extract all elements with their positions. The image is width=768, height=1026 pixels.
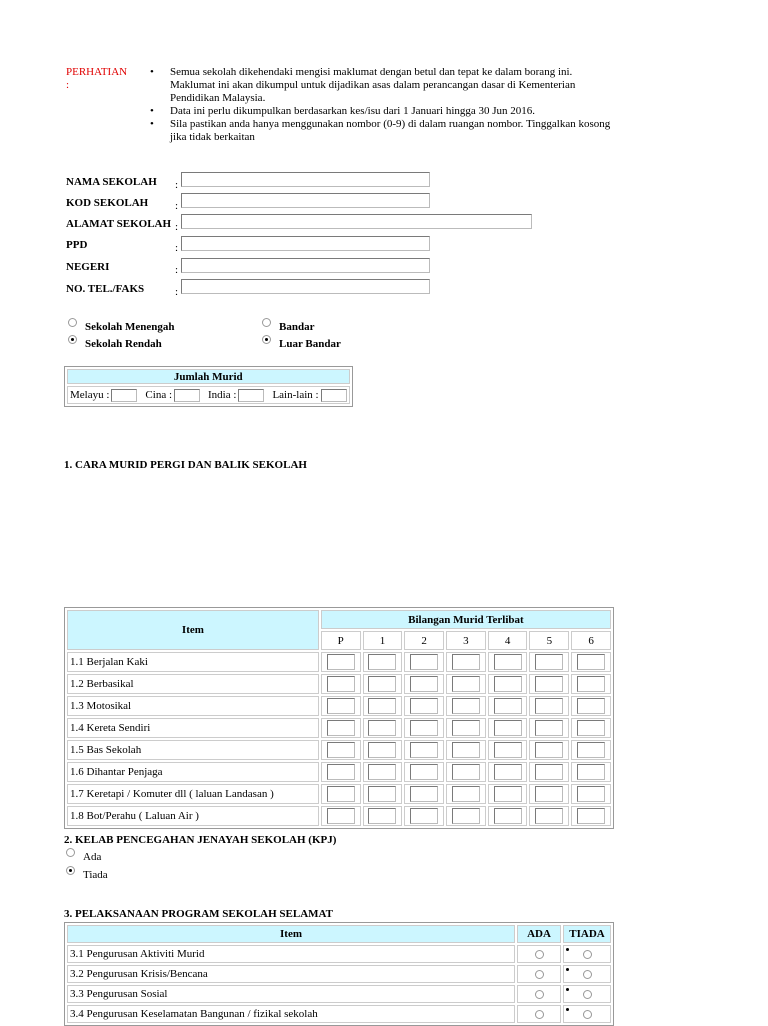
count-input[interactable] bbox=[577, 808, 605, 824]
count-cell bbox=[571, 762, 611, 782]
count-input[interactable] bbox=[452, 720, 480, 736]
kod-sekolah-label: KOD SEKOLAH bbox=[66, 197, 149, 209]
count-input[interactable] bbox=[452, 764, 480, 780]
count-cell bbox=[488, 652, 528, 672]
ada-radio[interactable] bbox=[535, 970, 544, 979]
colon: : bbox=[175, 179, 179, 191]
bandar-radio[interactable] bbox=[262, 318, 271, 327]
option-cell bbox=[563, 965, 611, 983]
count-input[interactable] bbox=[452, 742, 480, 758]
count-input[interactable] bbox=[410, 742, 438, 758]
count-input[interactable] bbox=[410, 676, 438, 692]
column-header: 3 bbox=[446, 631, 486, 650]
count-input[interactable] bbox=[368, 698, 396, 714]
count-cell bbox=[321, 740, 361, 760]
sekolah-rendah-radio[interactable] bbox=[68, 335, 77, 344]
notice-bullet: • Sila pastikan anda hanya menggunakan nombor (0-9) di dalam ruangan nombor. Tinggalkan kosong jika tidak berkaitan bbox=[150, 118, 611, 143]
count-input[interactable] bbox=[327, 808, 355, 824]
count-input[interactable] bbox=[577, 676, 605, 692]
luar-bandar-label: Luar Bandar bbox=[279, 338, 341, 350]
tiada-header: TIADA bbox=[563, 925, 611, 943]
negeri-label: NEGERI bbox=[66, 261, 110, 273]
item-header: Item bbox=[67, 610, 319, 650]
colon: : bbox=[175, 200, 179, 212]
count-cell bbox=[404, 696, 444, 716]
count-cell bbox=[363, 718, 403, 738]
count-input[interactable] bbox=[327, 742, 355, 758]
count-input[interactable] bbox=[535, 676, 563, 692]
column-header: 4 bbox=[488, 631, 528, 650]
section3-table bbox=[64, 922, 614, 1026]
count-input[interactable] bbox=[327, 786, 355, 802]
count-input[interactable] bbox=[327, 698, 355, 714]
ada-radio[interactable] bbox=[535, 1010, 544, 1019]
row-label: 3.4 Pengurusan Keselamatan Bangunan / fizikal sekolah bbox=[67, 1005, 515, 1023]
count-cell bbox=[446, 762, 486, 782]
count-cell bbox=[529, 784, 569, 804]
row-label: 3.3 Pengurusan Sosial bbox=[67, 985, 515, 1003]
count-cell bbox=[571, 718, 611, 738]
ada-radio[interactable] bbox=[535, 950, 544, 959]
tiada-radio[interactable] bbox=[583, 990, 592, 999]
count-input[interactable] bbox=[494, 720, 522, 736]
colon: : bbox=[175, 286, 179, 298]
table-row bbox=[67, 696, 611, 716]
row-label: 1.2 Berbasikal bbox=[67, 674, 319, 694]
count-input[interactable] bbox=[535, 720, 563, 736]
bandar-label: Bandar bbox=[279, 321, 315, 333]
ada-header: ADA bbox=[517, 925, 561, 943]
section3-title: 3. PELAKSANAAN PROGRAM SEKOLAH SELAMAT bbox=[64, 908, 334, 920]
count-input[interactable] bbox=[368, 808, 396, 824]
option-cell bbox=[517, 1005, 561, 1023]
tel-faks-input[interactable] bbox=[181, 279, 430, 294]
count-cell bbox=[571, 784, 611, 804]
count-cell bbox=[529, 806, 569, 826]
table-row bbox=[67, 985, 611, 1003]
lain-lain-label: Lain-lain : bbox=[272, 388, 319, 401]
count-cell bbox=[363, 762, 403, 782]
table-row bbox=[67, 784, 611, 804]
count-cell bbox=[488, 696, 528, 716]
count-input[interactable] bbox=[494, 786, 522, 802]
count-input[interactable] bbox=[494, 698, 522, 714]
notice-bullet: • Semua sekolah dikehendaki mengisi maklumat dengan betul dan tepat ke dalam borang ini. Maklumat ini akan dikumpul untuk dijadikan asas dalam perancangan dasar di Kementerian Pendidikan Malaysia. bbox=[150, 66, 576, 104]
count-input[interactable] bbox=[452, 654, 480, 670]
bilangan-header: Bilangan Murid Terlibat bbox=[321, 610, 611, 629]
count-input[interactable] bbox=[368, 676, 396, 692]
count-input[interactable] bbox=[452, 698, 480, 714]
row-label: 1.5 Bas Sekolah bbox=[67, 740, 319, 760]
count-input[interactable] bbox=[410, 764, 438, 780]
count-cell bbox=[446, 740, 486, 760]
count-cell bbox=[529, 718, 569, 738]
count-cell bbox=[529, 652, 569, 672]
kod-sekolah-input[interactable] bbox=[181, 193, 430, 208]
luar-bandar-radio[interactable] bbox=[262, 335, 271, 344]
row-label: 1.4 Kereta Sendiri bbox=[67, 718, 319, 738]
count-input[interactable] bbox=[535, 764, 563, 780]
count-input[interactable] bbox=[577, 742, 605, 758]
table-row bbox=[67, 652, 611, 672]
count-cell bbox=[488, 762, 528, 782]
table-row bbox=[67, 806, 611, 826]
count-input[interactable] bbox=[368, 720, 396, 736]
tiada-radio[interactable] bbox=[583, 1010, 592, 1019]
count-cell bbox=[404, 806, 444, 826]
table-row bbox=[67, 674, 611, 694]
count-cell bbox=[488, 784, 528, 804]
count-input[interactable] bbox=[410, 720, 438, 736]
count-input[interactable] bbox=[494, 654, 522, 670]
alamat-sekolah-input[interactable] bbox=[181, 214, 532, 229]
melayu-input[interactable] bbox=[111, 389, 137, 402]
column-header: 6 bbox=[571, 631, 611, 650]
count-input[interactable] bbox=[577, 698, 605, 714]
count-input[interactable] bbox=[577, 786, 605, 802]
count-cell bbox=[404, 674, 444, 694]
count-cell bbox=[446, 652, 486, 672]
count-cell bbox=[321, 696, 361, 716]
count-cell bbox=[446, 696, 486, 716]
kpj-ada-radio[interactable] bbox=[66, 848, 75, 857]
row-label: 1.1 Berjalan Kaki bbox=[67, 652, 319, 672]
count-cell bbox=[363, 806, 403, 826]
row-label: 3.1 Pengurusan Aktiviti Murid bbox=[67, 945, 515, 963]
column-header: 2 bbox=[404, 631, 444, 650]
tiada-radio[interactable] bbox=[583, 950, 592, 959]
count-cell bbox=[529, 674, 569, 694]
count-cell bbox=[488, 674, 528, 694]
count-input[interactable] bbox=[410, 698, 438, 714]
count-input[interactable] bbox=[535, 786, 563, 802]
column-header: P bbox=[321, 631, 361, 650]
notice-list bbox=[150, 66, 620, 144]
count-cell bbox=[363, 784, 403, 804]
count-input[interactable] bbox=[410, 654, 438, 670]
count-input[interactable] bbox=[368, 764, 396, 780]
count-cell bbox=[363, 674, 403, 694]
count-cell bbox=[321, 652, 361, 672]
count-cell bbox=[321, 674, 361, 694]
count-cell bbox=[363, 652, 403, 672]
count-cell bbox=[404, 652, 444, 672]
row-label: 1.7 Keretapi / Komuter dll ( laluan Landasan ) bbox=[67, 784, 319, 804]
india-label: India : bbox=[208, 388, 237, 401]
count-input[interactable] bbox=[494, 742, 522, 758]
count-cell bbox=[321, 784, 361, 804]
kpj-ada-label: Ada bbox=[83, 851, 102, 863]
count-cell bbox=[404, 784, 444, 804]
option-cell bbox=[563, 945, 611, 963]
ppd-input[interactable] bbox=[181, 236, 430, 251]
count-cell bbox=[488, 806, 528, 826]
count-cell bbox=[446, 718, 486, 738]
section2-title: 2. KELAB PENCEGAHAN JENAYAH SEKOLAH (KPJ) bbox=[64, 834, 337, 846]
kpj-tiada-label: Tiada bbox=[83, 869, 108, 881]
count-input[interactable] bbox=[494, 808, 522, 824]
count-cell bbox=[571, 740, 611, 760]
table-row bbox=[67, 740, 611, 760]
count-input[interactable] bbox=[327, 764, 355, 780]
count-input[interactable] bbox=[494, 676, 522, 692]
count-input[interactable] bbox=[410, 808, 438, 824]
count-cell bbox=[488, 718, 528, 738]
option-cell bbox=[563, 985, 611, 1003]
sekolah-menengah-label: Sekolah Menengah bbox=[85, 321, 175, 333]
count-cell bbox=[571, 806, 611, 826]
count-input[interactable] bbox=[368, 786, 396, 802]
colon: : bbox=[175, 221, 179, 233]
tiada-radio[interactable] bbox=[583, 970, 592, 979]
option-cell bbox=[563, 1005, 611, 1023]
alamat-sekolah-label: ALAMAT SEKOLAH bbox=[66, 218, 172, 230]
colon: : bbox=[175, 242, 179, 254]
table-row bbox=[67, 1005, 611, 1023]
nama-sekolah-label: NAMA SEKOLAH bbox=[66, 176, 157, 188]
row-label: 1.6 Dihantar Penjaga bbox=[67, 762, 319, 782]
sekolah-menengah-radio[interactable] bbox=[68, 318, 77, 327]
count-cell bbox=[529, 762, 569, 782]
count-cell bbox=[446, 806, 486, 826]
count-input[interactable] bbox=[452, 808, 480, 824]
melayu-label: Melayu : bbox=[70, 388, 110, 401]
notice-label: PERHATIAN : bbox=[66, 66, 128, 91]
india-input[interactable] bbox=[238, 389, 264, 402]
count-cell bbox=[404, 740, 444, 760]
table-row bbox=[67, 762, 611, 782]
cina-label: Cina : bbox=[145, 388, 173, 401]
count-input[interactable] bbox=[577, 764, 605, 780]
count-cell bbox=[363, 696, 403, 716]
option-cell bbox=[517, 965, 561, 983]
section1-title: 1. CARA MURID PERGI DAN BALIK SEKOLAH bbox=[64, 459, 307, 471]
colon: : bbox=[175, 264, 179, 276]
sekolah-rendah-label: Sekolah Rendah bbox=[85, 338, 162, 350]
count-input[interactable] bbox=[452, 786, 480, 802]
jumlah-murid-title: Jumlah Murid bbox=[67, 369, 350, 384]
count-input[interactable] bbox=[452, 676, 480, 692]
table-row bbox=[67, 965, 611, 983]
row-label: 1.8 Bot/Perahu ( Laluan Air ) bbox=[67, 806, 319, 826]
ada-radio[interactable] bbox=[535, 990, 544, 999]
row-label: 3.2 Pengurusan Krisis/Bencana bbox=[67, 965, 515, 983]
count-cell bbox=[529, 740, 569, 760]
jumlah-murid-table bbox=[64, 366, 353, 407]
option-cell bbox=[517, 985, 561, 1003]
kpj-tiada-radio[interactable] bbox=[66, 866, 75, 875]
count-input[interactable] bbox=[327, 720, 355, 736]
count-cell bbox=[404, 718, 444, 738]
count-cell bbox=[488, 740, 528, 760]
count-input[interactable] bbox=[327, 654, 355, 670]
count-cell bbox=[363, 740, 403, 760]
cina-input[interactable] bbox=[174, 389, 200, 402]
jumlah-murid-row bbox=[67, 386, 350, 404]
count-cell bbox=[321, 762, 361, 782]
count-input[interactable] bbox=[368, 742, 396, 758]
item-header: Item bbox=[67, 925, 515, 943]
count-cell bbox=[571, 652, 611, 672]
count-cell bbox=[529, 696, 569, 716]
table-row bbox=[67, 945, 611, 963]
count-input[interactable] bbox=[535, 654, 563, 670]
lain-lain-input[interactable] bbox=[321, 389, 347, 402]
count-cell bbox=[446, 674, 486, 694]
count-cell bbox=[404, 762, 444, 782]
count-input[interactable] bbox=[368, 654, 396, 670]
row-label: 1.3 Motosikal bbox=[67, 696, 319, 716]
notice-bullet: • Data ini perlu dikumpulkan berdasarkan kes/isu dari 1 Januari hingga 30 Jun 2016. bbox=[150, 105, 536, 117]
count-input[interactable] bbox=[535, 742, 563, 758]
count-input[interactable] bbox=[327, 676, 355, 692]
column-header: 5 bbox=[529, 631, 569, 650]
count-cell bbox=[571, 674, 611, 694]
count-input[interactable] bbox=[577, 720, 605, 736]
count-cell bbox=[321, 718, 361, 738]
count-cell bbox=[446, 784, 486, 804]
nama-sekolah-input[interactable] bbox=[181, 172, 430, 187]
count-cell bbox=[571, 696, 611, 716]
tel-faks-label: NO. TEL./FAKS bbox=[66, 283, 145, 295]
ppd-label: PPD bbox=[66, 239, 88, 251]
negeri-input[interactable] bbox=[181, 258, 430, 273]
option-cell bbox=[517, 945, 561, 963]
count-input[interactable] bbox=[494, 764, 522, 780]
count-input[interactable] bbox=[577, 654, 605, 670]
count-input[interactable] bbox=[535, 808, 563, 824]
section1-table bbox=[64, 607, 614, 829]
count-input[interactable] bbox=[410, 786, 438, 802]
count-cell bbox=[321, 806, 361, 826]
column-header: 1 bbox=[363, 631, 403, 650]
count-input[interactable] bbox=[535, 698, 563, 714]
table-row bbox=[67, 718, 611, 738]
